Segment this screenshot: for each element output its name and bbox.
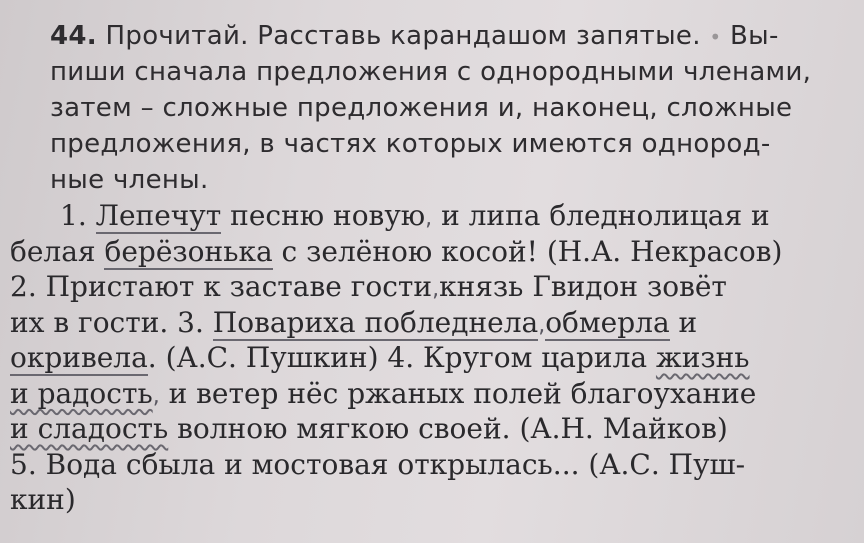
text-fragment: волною [168, 412, 297, 445]
predicate-underline: Лепечут [95, 199, 222, 232]
exercise-line-6 [10, 376, 860, 412]
text-fragment: и ветер нёс ржаных полей благоухание [159, 376, 757, 410]
subject-underline: берёзонька [104, 234, 273, 268]
pencil-comma: , [425, 206, 433, 231]
pencil-comma: , [432, 277, 440, 302]
predicate-underline: Повариха побледнела [212, 305, 539, 339]
predicate-underline: окривела [10, 341, 148, 374]
instruction-line-5: ные члены. [50, 165, 209, 195]
text-fragment: 2. Пристают к заставе гости [10, 270, 433, 303]
exercise-line-8 [10, 447, 860, 483]
instruction-line-2: пиши сначала предложения с однородными членами, [50, 57, 812, 87]
exercise-line-7 [10, 411, 860, 447]
wavy-underline: и радость [10, 376, 153, 410]
instruction-line-1 [50, 18, 850, 54]
text-fragment: белая [10, 234, 105, 268]
predicate-underline: обмерла [545, 305, 670, 339]
exercise-line-1 [10, 198, 860, 234]
exercise-line-2 [10, 234, 860, 270]
exercise-line-3 [10, 269, 860, 305]
text-fragment: песню новую [221, 199, 426, 232]
text-fragment: 5. Вода сбыла и мостовая открылась... (А.С. Пуш- [10, 447, 746, 481]
text-fragment: их в гости. 3. [10, 305, 213, 339]
text-fragment: с зелёною косой! (Н.А. Некрасов) [272, 234, 783, 268]
instruction-text-1: Прочитай. Расставь карандашом запятые. [105, 21, 701, 51]
exercise-line-5 [10, 340, 860, 376]
exercise-text [10, 198, 860, 518]
exercise-instruction [50, 18, 850, 198]
text-fragment: князь Гвидон зовёт [439, 270, 727, 303]
exercise-number: 44. [50, 21, 97, 51]
text-fragment: и [669, 305, 698, 339]
instruction-text-1b: Вы- [730, 21, 779, 51]
bullet-icon: • [709, 25, 722, 49]
text-fragment: кин) [10, 483, 76, 516]
text-fragment: мягкою своей. (А.Н. Майков) [296, 412, 728, 445]
instruction-line-3: затем – сложные предложения и, наконец, сложные [50, 93, 793, 123]
exercise-line-4 [10, 305, 860, 341]
instruction-line-4: предложения, в частях которых имеются однород- [50, 129, 771, 159]
pencil-comma: , [538, 312, 546, 338]
sentence-number-1: 1. [60, 199, 96, 232]
wavy-underline: жизнь [655, 341, 750, 374]
text-fragment: . (А.С. Пушкин) 4. Кругом царила [147, 341, 656, 374]
exercise-line-9 [10, 482, 860, 518]
pencil-comma: , [152, 383, 160, 409]
wavy-underline: и сладость [10, 412, 169, 445]
text-fragment: и липа бледнолицая и [432, 199, 770, 232]
